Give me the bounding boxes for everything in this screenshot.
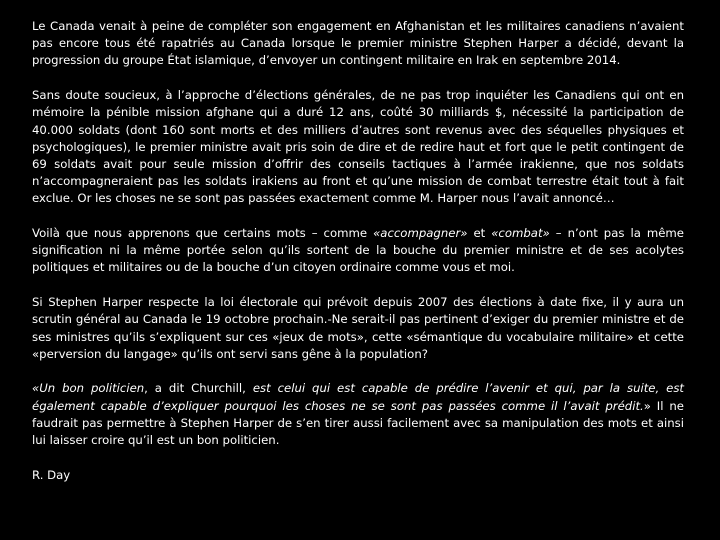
paragraph-2: Sans doute soucieux, à l’approche d’élections générales, de ne pas trop inquiéter les Canadiens qui ont en mémoire la pénible mission afghane qui a duré 12 ans, coûté 30 milliards $, nécessité la participation de 40.000 soldats (dont 160 sont morts et des milliers d’autres sont revenus avec des séquelles physiques et psychologiques), le premier ministre avait pris soin de dire et de redire haut et fort que le petit contingent de 69 soldats avait pour seule mission d’offrir des conseils tactiques à l’armée irakienne, que nos soldats n’accompagneraient pas les soldats irakiens au front et qu’une mission de combat terrestre était tout à fait exclue. Or les choses ne se sont pas passées exactement comme M. Harper nous l’avait annoncé… [32, 88, 684, 206]
paragraph-3-text-c: et [467, 226, 492, 241]
quote-accompagner: «accompagner» [373, 226, 468, 241]
paragraph-3 [32, 225, 684, 277]
paragraph-5 [32, 380, 684, 449]
paragraph-1: Le Canada venait à peine de compléter son engagement en Afghanistan et les militaires canadiens n’avaient pas encore tous été rapatriés au Canada lorsque le premier ministre Stephen Harper a décidé, devant la progression du groupe État islamique, d’envoyer un contingent militaire en Irak en septembre 2014. [32, 19, 684, 68]
signature: R. Day [32, 467, 71, 482]
paragraph-4: Si Stephen Harper respecte la loi électorale qui prévoit depuis 2007 des élections à date fixe, il y aura un scrutin général au Canada le 19 octobre prochain.-Ne serait-il pas pertinent d’exiger du premier ministre et de ses ministres qu’ils s’expliquent sur ces «jeux de mots», cette «sémantique du vocabulaire militaire» et cette «perversion du langage» qu’ils ont servi sans gêne à la population? [32, 295, 684, 361]
paragraph-3-text-a: Voilà que nous apprenons que certains mots – comme [32, 226, 374, 241]
churchill-attribution: , a dit Churchill, [144, 381, 253, 396]
churchill-quote-end: est celui qui est capable de prédire l’avenir et qui, par la suite, est également capable d’expliquer pourquoi les choses ne se sont pas passées comme il l’avait prédit. [32, 381, 684, 413]
quote-combat: «combat» [491, 226, 550, 241]
paragraph-3-text-e: – n’ont pas la même signification ni la même portée selon qu’ils sortent de la bouche du premier ministre et de ses acolytes politiques et militaires ou de la bouche d’un citoyen ordinaire comme vous et moi. [32, 226, 684, 275]
document-body [32, 18, 684, 484]
churchill-quote-start: «Un bon politicien [32, 381, 145, 396]
paragraph-5-conclusion: » Il ne faudrait pas permettre à Stephen Harper de s’en tirer aussi facilement avec sa manipulation des mots et ainsi lui laisser croire qu’il est un bon politicien. [32, 398, 684, 448]
